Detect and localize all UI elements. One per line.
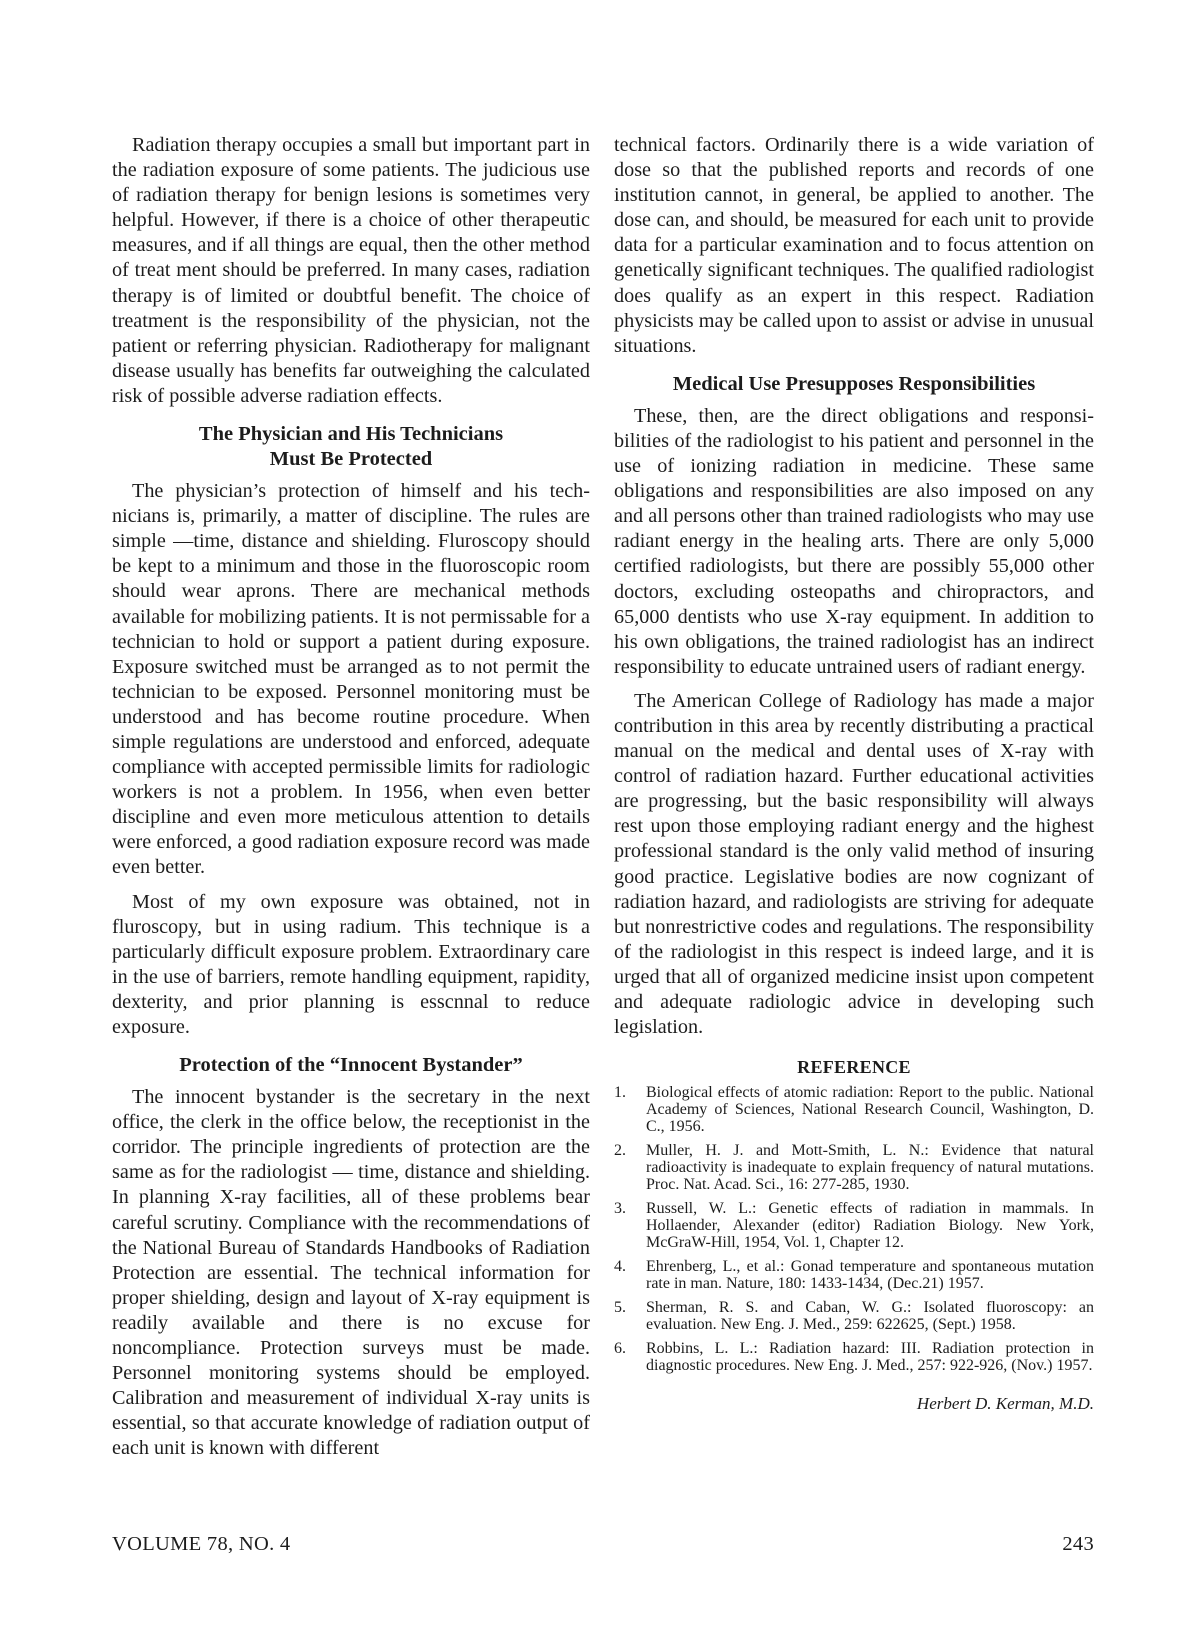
paragraph: These, then, are the direct obligations and responsibilities of the radiologist to his patient and personnel in the use of ionizing radiation in medicine. These same obligations and responsibilities are also imposed on any and all persons other than trained radiologists who may use radiant energy in the healing arts. There are only 5,000 certified radiologists, but there are possibly 55,000 other doctors, excluding osteopaths and chiropractors, and 65,000 dentists who use X-ray equipment. In addition to his own obligations, the trained radiologist has an indirect responsibility to educate untrained users of radiant energy.: [614, 404, 1094, 678]
section-heading-line: Must Be Protected: [269, 448, 433, 471]
paragraph: The physician’s protection of himself and his technicians is, primarily, a matter of discipline. The rules are simple —time, distance and shielding. Fluroscopy should be kept to a minimum and those in the fluoroscopic room should wear aprons. There are mechanical methods available for mobilizing patients. It is not permissable for a technician to hold or support a patient during exposure. Exposure switched must be arranged as to not permit the technician to be exposed. Personnel monitoring must be understood and has become routine procedure. When simple regulations are understood and enforced, adequate compliance with accepted permissible limits for radiologic workers is not a problem. In 1956, when even better discipline and even more meticulous attention to details were enforced, a good radiation exposure record was made even better.: [112, 480, 590, 879]
reference-text: Muller, H. J. and Mott-Smith, L. N.: Evidence that natural radioactivity is inadequate to explain frequency of natural mutations. Proc. Nat. Acad. Sci., 16: 277-285, 1930.: [646, 1142, 1094, 1194]
reference-item: [614, 1258, 1094, 1292]
author-signature: Herbert D. Kerman, M.D.: [916, 1394, 1094, 1414]
reference-text: Biological effects of atomic radiation: Report to the public. National Academy of Sciences, National Research Council, Washington, D. C., 1956.: [646, 1084, 1094, 1136]
reference-text: Robbins, L. L.: Radiation hazard: III. Radiation protection in diagnostic procedures. New Eng. J. Med., 257: 922-926, (Nov.) 1957.: [646, 1340, 1094, 1375]
reference-text: Russell, W. L.: Genetic effects of radiation in mammals. In Hollaender, Alexander (editor) Radiation Biology. New York, McGraW-Hill, 1954, Vol. 1, Chapter 12.: [646, 1200, 1094, 1252]
section-heading: Medical Use Presupposes Responsibilities: [672, 372, 1036, 395]
left-column: [112, 133, 590, 1462]
section-heading-line: The Physician and His Technicians: [198, 423, 504, 446]
reference-text: Ehrenberg, L., et al.: Gonad temperature and spontaneous mutation rate in man. Nature, 180: 1433-1434, (Dec.21) 1957.: [646, 1258, 1094, 1293]
paragraph: technical factors. Ordinarily there is a wide variation of dose so that the published reports and records of one institution cannot, in general, be applied to another. The dose can, and should, be measured for each unit to provide data for a particular examination and to focus attention on genetically significant techniques. The qualified radiologist does qualify as an expert in this respect. Radiation physicists may be called upon to assist or advise in unusual situations.: [614, 134, 1094, 357]
reference-number: 1.: [614, 1084, 626, 1102]
page-number: 243: [1062, 1533, 1094, 1555]
reference-item: [614, 1299, 1094, 1333]
reference-number: 2.: [614, 1142, 626, 1160]
reference-number: 4.: [614, 1258, 626, 1276]
paragraph: The innocent bystander is the secretary in the next office, the clerk in the office below, the receptionist in the corridor. The principle ingredients of protection are the same as for the radiologist — time, distance and shielding. In planning X-ray facilities, all of these problems bear careful scrutiny. Compliance with the recommendations of the National Bureau of Standards Handbooks of Radiation Protection are essential. The technical information for proper shielding, design and layout of X-ray equipment is readily available and there is no excuse for noncompliance. Protection surveys must be made. Personnel monitoring systems should be employed. Calibration and measurement of individual X-ray units is essential, so that accurate knowledge of radiation output of each unit is known with different: [112, 1086, 590, 1460]
section-heading: Protection of the “Innocent Bystander”: [179, 1054, 523, 1077]
reference-number: 6.: [614, 1340, 626, 1358]
reference-item: [614, 1142, 1094, 1193]
reference-number: 5.: [614, 1299, 626, 1317]
section-heading: [112, 422, 590, 472]
paragraph: The American College of Radiology has made a major contribution in this area by recently distributing a practical manual on the medical and dental uses of X-ray with control of radiation hazard. Further educational activities are progressing, but the basic responsibility will always rest upon those employing radiant energy and the highest professional standard is the only valid method of insuring good practice. Legislative bodies are now cognizant of radiation hazard, and radiologists are striving for adequate but nonrestrictive codes and regulations. The responsibility of the radiologist in this respect is indeed large, and it is urged that all of organized medicine insist upon competent and adequate radiologic advice in developing such legislation.: [614, 689, 1094, 1039]
paragraph: Radiation therapy occupies a small but important part in the radiation exposure of some patients. The judicious use of radiation therapy for benign lesions is sometimes very helpful. However, if there is a choice of other therapeutic measures, and if all things are equal, then the other method of treat ment should be preferred. In many cases, radiation therapy is of limited or doubtful benefit. The choice of treatment is the responsibility of the physician, not the patient or referring physician. Radiotherapy for malignant disease usually has benefits far outweighing the calculated risk of possible adverse radiation effects.: [112, 134, 590, 407]
reference-item: [614, 1084, 1094, 1135]
reference-item: [614, 1200, 1094, 1251]
paragraph: Most of my own exposure was obtained, not in fluroscopy, but in using radium. This technique is a particularly difficult exposure problem. Extraordinary care in the use of barriers, remote handling equipment, rapidity, dexterity, and prior planning is esscnnal to reduce exposure.: [112, 890, 590, 1038]
reference-item: [614, 1340, 1094, 1374]
reference-number: 3.: [614, 1200, 626, 1218]
right-column: [614, 133, 1094, 1414]
volume-footer: VOLUME 78, NO. 4: [112, 1533, 291, 1555]
reference-text: Sherman, R. S. and Caban, W. G.: Isolated fluoroscopy: an evaluation. New Eng. J. Med., 259: 622625, (Sept.) 1958.: [646, 1299, 1094, 1334]
references-list: [614, 1084, 1094, 1374]
references-heading: REFERENCE: [797, 1057, 911, 1078]
